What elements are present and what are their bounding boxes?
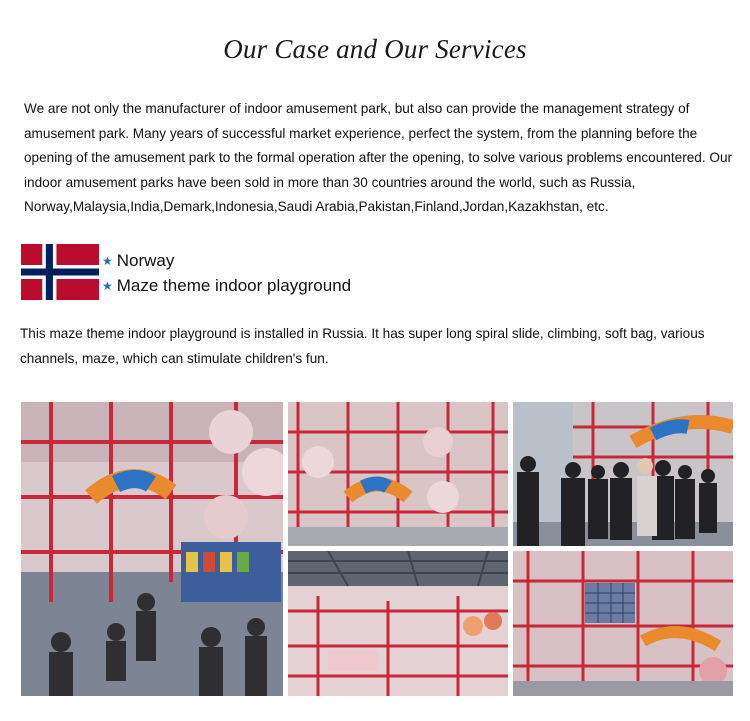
star-icon: ★ (102, 254, 113, 268)
playground-photo-net (513, 551, 733, 696)
playground-photo-large (21, 402, 283, 696)
case-description: This maze theme indoor playground is installed in Russia. It has super long spiral slide, climbing, soft bag, various channels, maze, which can stimulate children's fun. (20, 326, 705, 366)
group-photo (513, 402, 733, 546)
product-label: Maze theme indoor playground (116, 276, 352, 295)
playground-photo-slide (288, 402, 508, 546)
page-title: Our Case and Our Services (223, 34, 527, 64)
norway-flag-icon (21, 244, 99, 300)
product-tag (102, 276, 351, 296)
playground-photo-overhead (288, 551, 508, 696)
country-label: Norway (116, 251, 175, 270)
intro-paragraph: We are not only the manufacturer of indoor amusement park, but also can provide the management strategy of amusement park. Many years of successful market experience, perfect the system, from the planning before the opening of the amusement park to the formal operation after the opening, to solve various problems encountered. Our indoor amusement parks have been sold in more than 30 countries around the world, such as Russia, Norway,Malaysia,India,Demark,Indonesia,Saudi Arabia,Pakistan,Finland,Jordan,Kazakhstan, etc. (24, 101, 733, 214)
star-icon: ★ (102, 279, 113, 293)
country-tag (102, 251, 174, 271)
